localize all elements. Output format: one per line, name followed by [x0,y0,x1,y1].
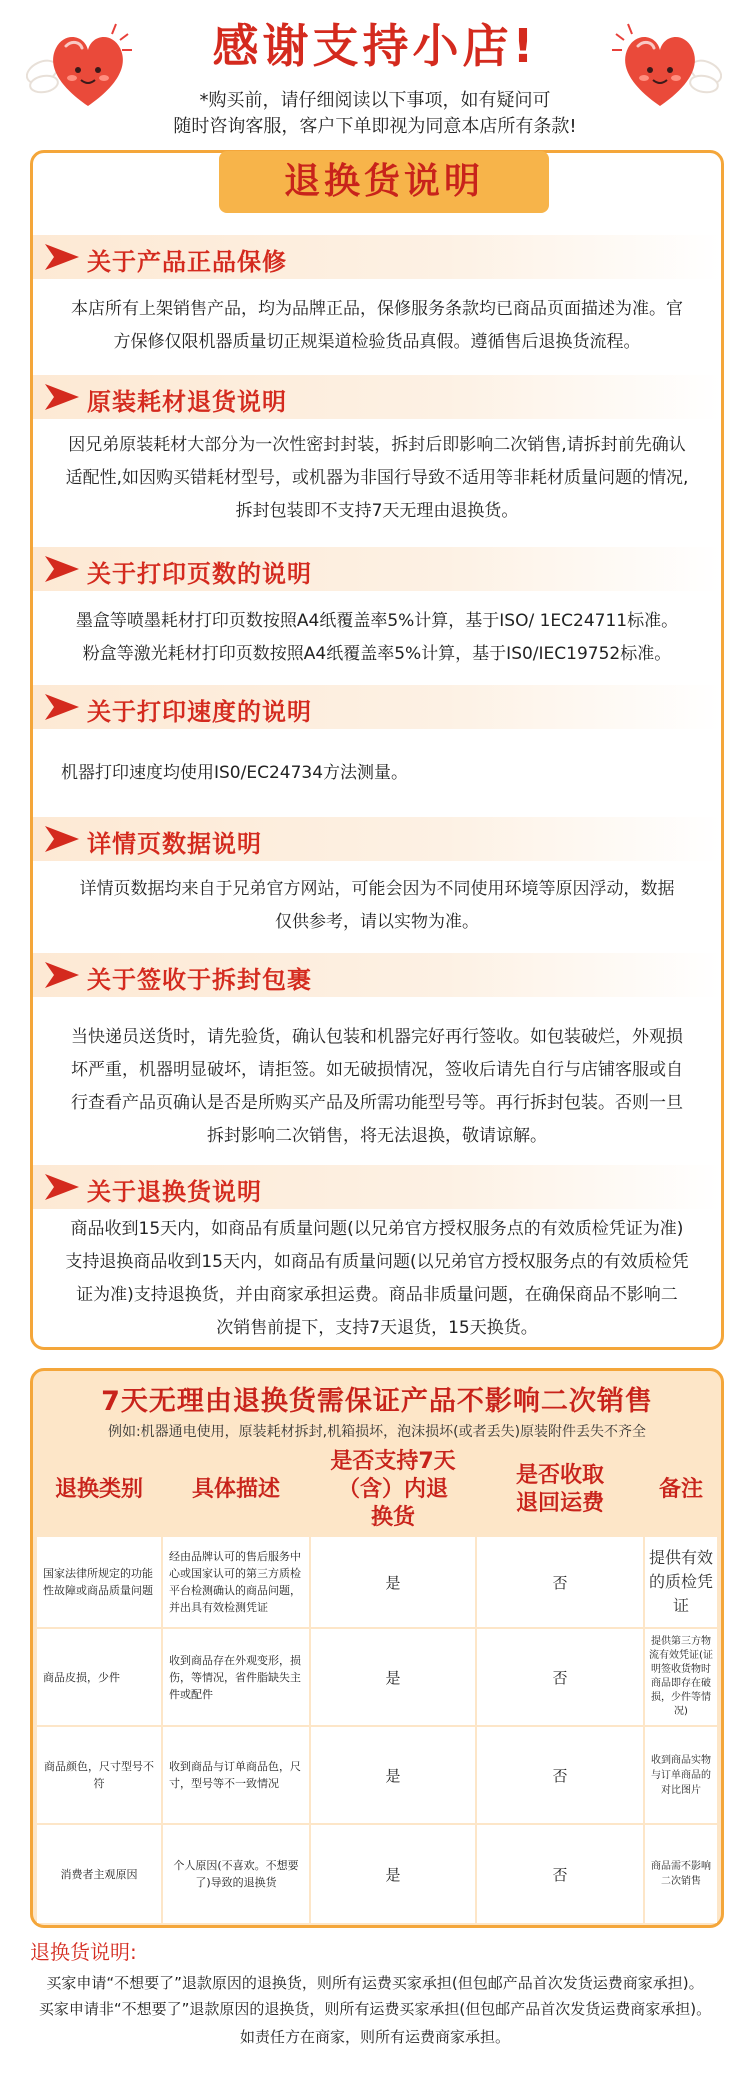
section-banner: 退换货说明 [219,151,549,213]
text-line: 适配性,如因购买错耗材型号，或机器为非国行导致不适用等非耗材质量问题的情况, [65,468,689,488]
section-body [45,605,709,671]
notice-line: *购买前，请仔细阅读以下事项，如有疑问可 [199,90,551,111]
column-header: 备注 [645,1445,717,1535]
table-cell: 否 [477,1825,643,1923]
table-cell: 否 [477,1629,643,1725]
arrow-right-icon [45,826,79,852]
footer-line: 买家申请非“不想要了”退款原因的退换货，则所有运费买家承担(但包邮产品首次发货运费商家承担)。 [38,2000,712,2018]
section-header [33,375,721,419]
text-line: 方保修仅限机器质量切正规渠道检验货品真假。遵循售后退换货流程。 [113,332,641,352]
table-cell: 否 [477,1537,643,1627]
text-line: 拆封影响二次销售，将无法退换，敬请谅解。 [207,1126,547,1146]
column-header: 具体描述 [163,1445,309,1535]
section-header [33,235,721,279]
section-body [61,757,725,790]
section-title: 关于打印速度的说明 [87,698,312,726]
table-cell: 国家法律所规定的功能性故障或商品质量问题 [37,1537,161,1627]
section-title: 关于退换货说明 [87,1178,262,1206]
arrow-right-icon [45,556,79,582]
section-title: 关于签收于拆封包裹 [87,966,312,994]
table-cell: 收到商品与订单商品色，尺寸，型号等不一致情况 [163,1727,309,1823]
section-body [45,873,709,939]
section-header [33,1165,721,1209]
page-title: 感谢支持小店! [212,19,538,73]
table-cell: 收到商品存在外观变形，损伤，等情况，省件脂缺失主件或配件 [163,1629,309,1725]
section-title: 关于产品正品保修 [87,248,287,276]
text-line: 当快递员送货时，请先验货，确认包装和机器完好再行签收。如包装破烂，外观损 [71,1027,683,1047]
column-header: 退换类别 [37,1445,161,1535]
text-line: 粉盒等激光耗材打印页数按照A4纸覆盖率5%计算，基于IS0/IEC19752标准。 [82,644,672,664]
text-line: 坏严重，机器明显破坏，请拒签。如无破损情况，签收后请先自行与店铺客服或自 [71,1060,683,1080]
table-cell: 是 [311,1727,475,1823]
table-cell: 个人原因(不喜欢。不想要了)导致的退换货 [163,1825,309,1923]
arrow-right-icon [45,962,79,988]
section-body [45,293,709,359]
text-line: 本店所有上架销售产品，均为品牌正品，保修服务条款均已商品页面描述为准。官 [71,299,683,319]
return-conditions-panel [30,1368,724,1928]
table-title: 7天无理由退换货需保证产品不影响二次销售 [101,1386,653,1417]
table-cell: 是 [311,1629,475,1725]
text-line: 详情页数据均来自于兄弟官方网站，可能会因为不同使用环境等原因浮动，数据 [79,879,675,899]
arrow-right-icon [45,244,79,270]
text-line: 商品收到15天内，如商品有质量问题(以兄弟官方授权服务点的有效质检凭证为准) [70,1219,684,1239]
table-cell: 经由品牌认可的售后服务中心或国家认可的第三方质检平台检测确认的商品问题，并出具有效检测凭证 [163,1537,309,1627]
section-title: 原装耗材退货说明 [87,388,287,416]
table-cell: 商品需不影响二次销售 [645,1825,717,1923]
text-line: 仅供参考，请以实物为准。 [275,912,479,932]
footer-line: 买家申请“不想要了”退款原因的退换货，则所有运费买家承担(但包邮产品首次发货运费商家承担)。 [46,1974,704,1992]
section-body [45,1021,709,1153]
table-cell: 提供第三方物流有效凭证(证明签收货物时商品即存在破损，少件等情况) [645,1629,717,1725]
column-header: 是否支持7天（含）内退换货 [311,1445,475,1535]
section-body [45,429,709,528]
section-title: 关于打印页数的说明 [87,560,312,588]
notice-line: 随时咨询客服，客户下单即视为同意本店所有条款! [173,116,577,137]
table-cell: 收到商品实物与订单商品的对比图片 [645,1727,717,1823]
text-line: 支持退换商品收到15天内，如商品有质量问题(以兄弟官方授权服务点的有效质检凭 [65,1252,689,1272]
footer-line: 如责任方在商家，则所有运费商家承担。 [239,2028,510,2046]
section-header [33,685,721,729]
text-line: 机器打印速度均使用IS0/EC24734方法测量。 [61,763,409,783]
section-header [33,817,721,861]
table-cell: 是 [311,1537,475,1627]
column-header: 是否收取退回运费 [477,1445,643,1535]
section-header [33,547,721,591]
text-line: 拆封包装即不支持7天无理由退换货。 [235,501,519,521]
section-header [33,953,721,997]
table-cell: 否 [477,1727,643,1823]
table-cell: 商品皮损，少件 [37,1629,161,1725]
table-cell: 消费者主观原因 [37,1825,161,1923]
text-line: 次销售前提下，支持7天退货，15天换货。 [216,1318,538,1338]
return-policy-panel [30,150,724,1350]
table-cell: 提供有效的质检凭证 [645,1537,717,1627]
arrow-right-icon [45,694,79,720]
arrow-right-icon [45,384,79,410]
text-line: 墨盒等喷墨耗材打印页数按照A4纸覆盖率5%计算，基于ISO/ 1EC24711标准。 [75,611,679,631]
table-subtitle: 例如:机器通电使用，原装耗材拆封,机箱损坏，泡沫损坏(或者丢失)原装附件丢失不齐全 [107,1424,647,1440]
text-line: 证为准)支持退换货，并由商家承担运费。商品非质量问题，在确保商品不影响二 [76,1285,678,1305]
footer-title: 退换货说明: [30,1940,137,1964]
page-header [0,0,750,140]
table-cell: 是 [311,1825,475,1923]
section-title: 详情页数据说明 [87,830,262,858]
text-line: 因兄弟原装耗材大部分为一次性密封封装，拆封后即影响二次销售,请拆封前先确认 [68,435,686,455]
arrow-right-icon [45,1174,79,1200]
table-cell: 商品颜色，尺寸型号不符 [37,1727,161,1823]
text-line: 行查看产品页确认是否是所购买产品及所需功能型号等。再行拆封包装。否则一旦 [71,1093,683,1113]
section-body [45,1213,709,1345]
